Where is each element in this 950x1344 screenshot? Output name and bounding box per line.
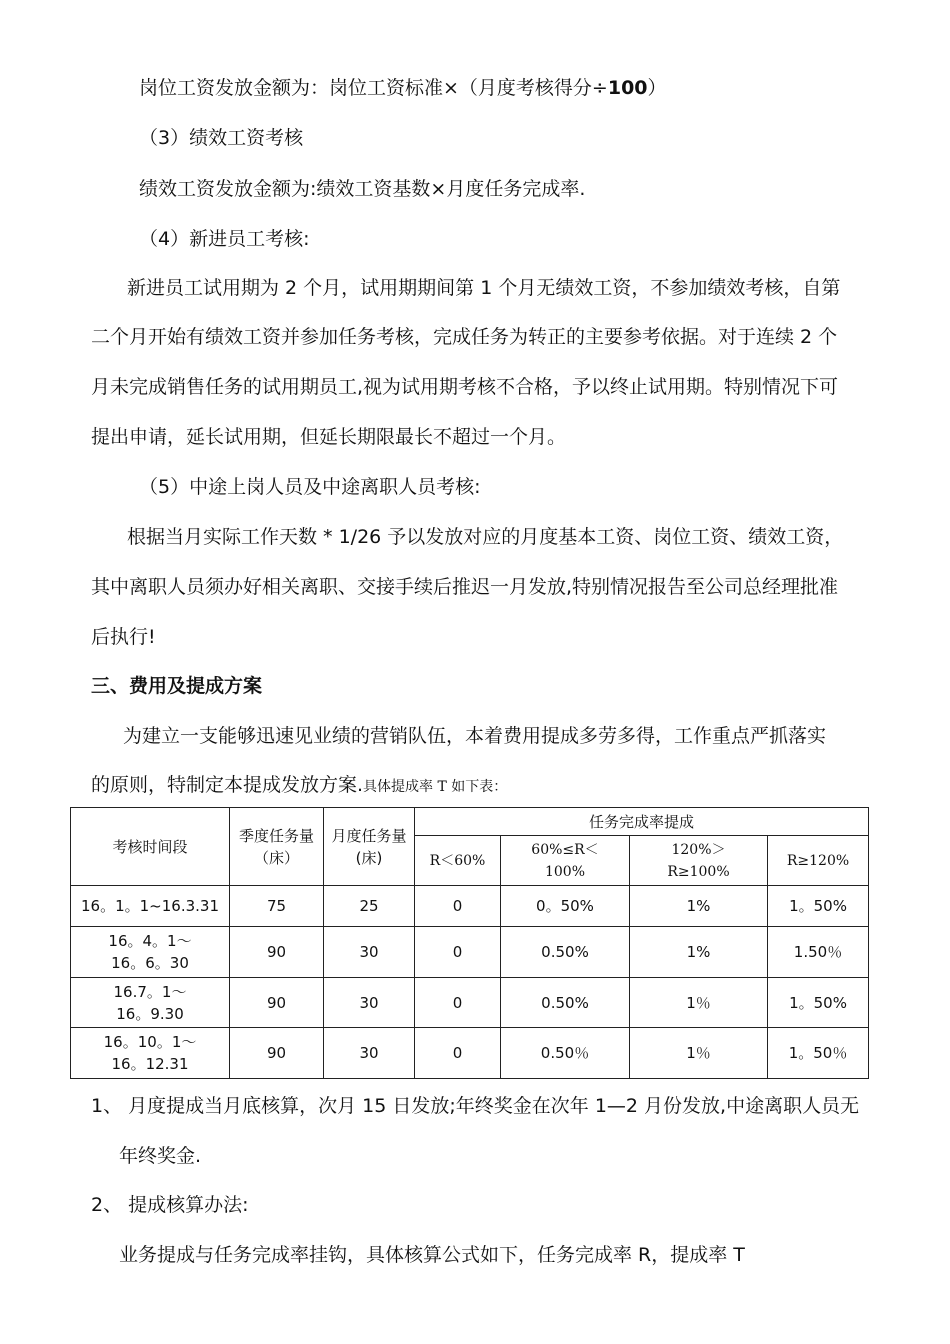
cell-period-line-1: 16.7。1～ (113, 982, 187, 1001)
commission-table-caption: 具体提成率 T 如下表： (363, 779, 508, 795)
paragraph-performance-pay: 绩效工资发放金额为:绩效工资基数×月度任务完成率. (139, 178, 586, 200)
cell-quarter: 90 (230, 1028, 324, 1079)
cell-r4: 1.50％ (768, 927, 869, 978)
post-salary-paren: ） (647, 77, 667, 99)
header-r-60-100-line-1: 60%≤R＜ (531, 841, 599, 858)
cell-r1: 0 (415, 978, 501, 1028)
list-item-2: 2、 提成核算办法: (91, 1194, 249, 1216)
cell-quarter: 90 (230, 927, 324, 978)
post-salary-text: 岗位工资发放金额为：岗位工资标准×（月度考核得分÷ (139, 77, 608, 99)
heading-midway-staff: （5）中途上岗人员及中途离职人员考核: (139, 476, 481, 498)
cell-r3: 1％ (630, 1028, 768, 1079)
cell-r3: 1％ (630, 978, 768, 1028)
post-salary-divisor: 100 (607, 77, 648, 99)
cell-quarter: 75 (230, 886, 324, 927)
cell-r4: 1。50% (768, 886, 869, 927)
cell-period (71, 927, 230, 978)
header-r-below-60: R＜60% (415, 836, 501, 886)
header-period: 考核时间段 (71, 808, 230, 886)
cell-month: 25 (324, 886, 415, 927)
cell-period-line-1: 16。10。1～ (103, 1033, 197, 1051)
commission-intro-text: 的原则，特制定本提成发放方案. (91, 774, 364, 796)
table-row (71, 927, 869, 978)
header-r-60-100-line-2: 100% (544, 863, 586, 880)
cell-period-line-1: 16。4。1～ (108, 932, 192, 950)
header-quarter-task: 季度任务量（床） (230, 808, 324, 886)
paragraph-new-employee-line-4: 提出申请，延长试用期，但延长期限最长不超过一个月。 (91, 426, 567, 448)
cell-period (71, 1028, 230, 1079)
heading-new-employee: （4）新进员工考核: (139, 228, 310, 250)
header-rate-group: 任务完成率提成 (415, 808, 869, 836)
paragraph-new-employee-line-3: 月未完成销售任务的试用期员工,视为试用期考核不合格，予以终止试用期。特别情况下可 (91, 376, 839, 398)
cell-r3: 1% (630, 927, 768, 978)
section-title: 三、费用及提成方案 (91, 675, 263, 697)
cell-r2: 0.50% (501, 978, 630, 1028)
list-item-1-line-1: 1、 月度提成当月底核算，次月 15 日发放;年终奖金在次年 1—2 月份发放,中途离职人员无 (91, 1095, 860, 1117)
cell-quarter: 90 (230, 978, 324, 1028)
paragraph-commission-line-2 (91, 772, 507, 800)
cell-month: 30 (324, 1028, 415, 1079)
commission-rate-table (70, 807, 869, 1079)
cell-r3: 1% (630, 886, 768, 927)
paragraph-commission-line-1: 为建立一支能够迅速见业绩的营销队伍，本着费用提成多劳多得，工作重点严抓落实 (123, 725, 827, 747)
table-header-row-1 (71, 808, 869, 836)
cell-month: 30 (324, 927, 415, 978)
header-r-60-100 (501, 836, 630, 886)
cell-period-line-2: 16。12.31 (111, 1055, 189, 1073)
header-r-100-120 (630, 836, 768, 886)
header-r-above-120: R≥120% (768, 836, 869, 886)
cell-r4: 1。50% (768, 978, 869, 1028)
paragraph-new-employee-line-2: 二个月开始有绩效工资并参加任务考核，完成任务为转正的主要参考依据。对于连续 2 个 (91, 326, 838, 348)
cell-r2: 0.50％ (501, 1028, 630, 1079)
table-row (71, 1028, 869, 1079)
cell-month: 30 (324, 978, 415, 1028)
cell-r1: 0 (415, 1028, 501, 1079)
cell-period (71, 978, 230, 1028)
table-row (71, 978, 869, 1028)
paragraph-formula-intro: 业务提成与任务完成率挂钩，具体核算公式如下，任务完成率 R，提成率 T (119, 1244, 745, 1266)
paragraph-new-employee-line-1: 新进员工试用期为 2 个月，试用期期间第 1 个月无绩效工资，不参加绩效考核，自第 (127, 277, 841, 299)
cell-r2: 0。50% (501, 886, 630, 927)
header-r-100-120-line-1: 120%＞ (671, 841, 726, 858)
cell-r2: 0.50% (501, 927, 630, 978)
paragraph-midway-line-3: 后执行! (91, 626, 156, 648)
cell-r1: 0 (415, 886, 501, 927)
heading-performance-pay: （3）绩效工资考核 (139, 127, 304, 149)
paragraph-midway-line-2: 其中离职人员须办好相关离职、交接手续后推迟一月发放,特别情况报告至公司总经理批准 (91, 576, 839, 598)
paragraph-midway-line-1: 根据当月实际工作天数 * 1/26 予以发放对应的月度基本工资、岗位工资、绩效工资， (127, 526, 844, 548)
cell-period-line-1: 16。1。1~16.3.31 (81, 897, 219, 915)
header-month-task: 月度任务量(床) (324, 808, 415, 886)
cell-period (71, 886, 230, 927)
cell-period-line-2: 16。9.30 (116, 1004, 184, 1023)
cell-r4: 1。50％ (768, 1028, 869, 1079)
cell-period-line-2: 16。6。30 (111, 954, 189, 972)
header-r-100-120-line-2: R≥100% (667, 863, 730, 880)
cell-r1: 0 (415, 927, 501, 978)
list-item-1-line-2: 年终奖金. (119, 1145, 202, 1167)
table-row (71, 886, 869, 927)
paragraph-post-salary (139, 75, 667, 101)
